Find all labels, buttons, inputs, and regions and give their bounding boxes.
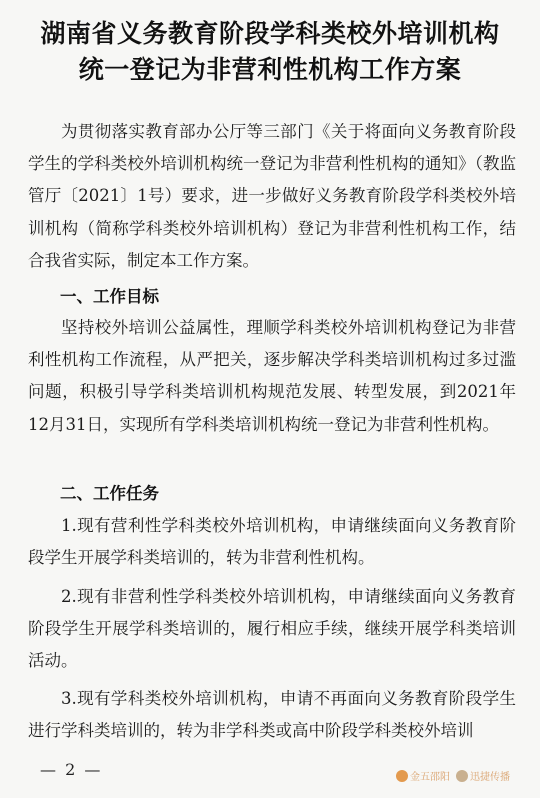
section-2-item-1-block xyxy=(28,510,516,574)
document-title-line-2: 统一登记为非营利性机构工作方案 xyxy=(78,55,462,84)
watermark-logo-icon xyxy=(396,770,408,782)
document-title-line-1: 湖南省义务教育阶段学科类校外培训机构 xyxy=(40,19,500,48)
task-item-2: 2.现有非营利性学科类校外培训机构，申请继续面向义务教育阶段学生开展学科类培训的，履行相应手续，继续开展学科类培训活动。 xyxy=(28,587,516,671)
section-2-item-2-block xyxy=(28,581,516,678)
watermark-right-text: 迅捷传播 xyxy=(470,772,510,783)
section-1-block xyxy=(28,312,516,441)
task-item-3: 3.现有学科类校外培训机构，申请不再面向义务教育阶段学生进行学科类培训的，转为非学科类或高中阶段学科类校外培训 xyxy=(28,689,516,741)
watermark xyxy=(396,768,510,783)
section-1-paragraph: 坚持校外培训公益属性，理顺学科类校外培训机构登记为非营利性机构工作流程，从严把关，逐步解决学科类培训机构过多过滥问题，积极引导学科类培训机构规范发展、转型发展，到2021年12月31日，实现所有学科类培训机构统一登记为非营利性机构。 xyxy=(28,318,516,434)
task-item-1: 1.现有营利性学科类校外培训机构，申请继续面向义务教育阶段学生开展学科类培训的，转为非营利性机构。 xyxy=(28,516,516,568)
intro-paragraph-block xyxy=(28,116,516,277)
watermark-logo-2-icon xyxy=(456,770,468,782)
watermark-left-text: 金五邵阳 xyxy=(410,772,450,783)
intro-paragraph: 为贯彻落实教育部办公厅等三部门《关于将面向义务教育阶段学生的学科类校外培训机构统一登记为非营利性机构的通知》（教监管厅〔2021〕1号）要求，进一步做好义务教育阶段学科类校外培训机构（简称学科类校外培训机构）登记为非营利性机构工作，结合我省实际，制定本工作方案。 xyxy=(28,122,516,270)
section-1-heading: 一、工作目标 xyxy=(60,287,159,306)
section-2-heading: 二、工作任务 xyxy=(60,484,159,503)
page-number: — 2 — xyxy=(40,760,103,779)
section-2-item-3-block xyxy=(28,683,516,747)
